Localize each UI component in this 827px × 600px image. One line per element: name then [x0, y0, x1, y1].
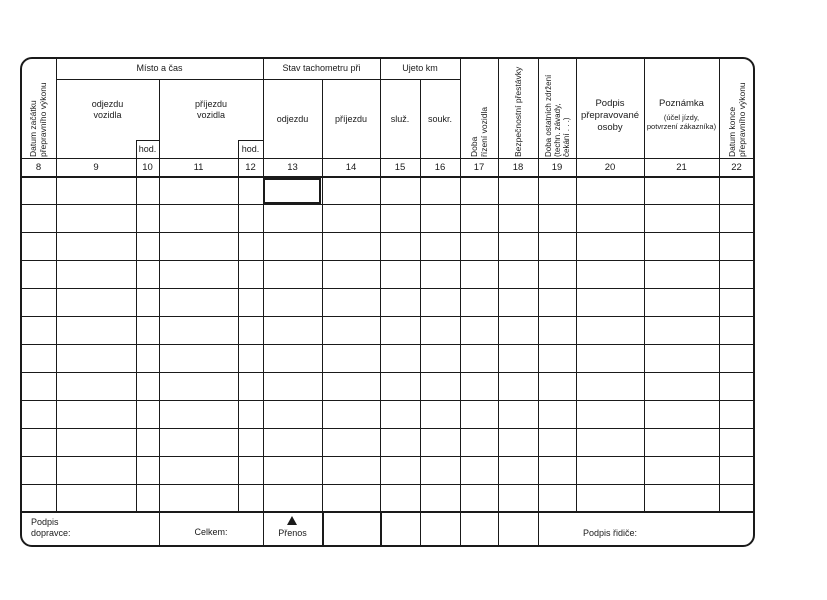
column-line	[238, 140, 239, 512]
header-poznamka: Poznámka	[659, 97, 704, 109]
footer-podpis-ridice: Podpis řidiče:	[583, 528, 638, 538]
group-header-misto-cas: Místo a čas	[136, 63, 183, 73]
column-number: 18	[512, 162, 524, 173]
column-number: 17	[473, 162, 485, 173]
column-number: 22	[731, 162, 742, 173]
footer-separator	[380, 512, 382, 546]
footer-podpis-dopravce: Podpis dopravce:	[31, 517, 71, 538]
column-number: 21	[676, 162, 687, 173]
column-number: 12	[245, 162, 256, 173]
column-line	[538, 58, 539, 546]
column-number: 20	[604, 162, 616, 173]
header-tach-odjezdu: odjezdu	[276, 113, 309, 124]
column-number: 19	[551, 162, 563, 173]
column-number: 16	[434, 162, 446, 173]
header-doba-rizeni: Doba řízení vozidla	[469, 106, 489, 157]
header-datum-zacatku: Datum začátku přepravního výkonu	[28, 82, 48, 157]
column-number: 13	[287, 162, 298, 173]
triangle-up-icon	[287, 516, 297, 525]
header-doba-ostatnich-zdrzeni: Doba ostatních zdržení (techn. závady, čekání . . .)	[543, 74, 571, 157]
column-line	[498, 58, 499, 546]
footer-separator	[322, 512, 324, 546]
header-tach-prijezdu: příjezdu	[334, 113, 368, 124]
header-poznamka-sub: (účel jízdy, potvrzení zákazníka)	[646, 113, 717, 131]
footer-celkem: Celkem:	[194, 526, 228, 537]
group-header-ujeto: Ujeto km	[402, 63, 438, 73]
column-number: 10	[142, 162, 153, 173]
header-odjezdu-vozidla: odjezdu vozidla	[91, 99, 124, 120]
column-number: 9	[93, 162, 99, 173]
header-prijezdu-vozidla: příjezdu vozidla	[194, 99, 228, 120]
header-bezpecnostni-prestavky: Bezpečnostní přestávky	[513, 66, 523, 157]
column-number: 11	[193, 162, 204, 173]
column-number: 14	[345, 162, 357, 173]
column-number: 8	[35, 162, 42, 173]
header-hod-2: hod.	[241, 144, 260, 154]
footer-prenos: Přenos	[278, 527, 307, 538]
group-header-tachometr: Stav tachometru při	[282, 63, 361, 73]
column-line	[159, 80, 160, 546]
header-sluz: služ.	[390, 113, 410, 124]
highlighted-cell	[263, 178, 321, 204]
header-soukr: soukr.	[427, 113, 452, 124]
column-line	[460, 58, 461, 546]
column-line	[136, 140, 137, 512]
header-hod-1: hod.	[138, 144, 157, 154]
column-number: 15	[394, 162, 406, 173]
header-datum-konce: Datum konce přepravního výkonu	[727, 82, 747, 157]
header-podpis-osoby: Podpis přepravované osoby	[580, 98, 640, 133]
